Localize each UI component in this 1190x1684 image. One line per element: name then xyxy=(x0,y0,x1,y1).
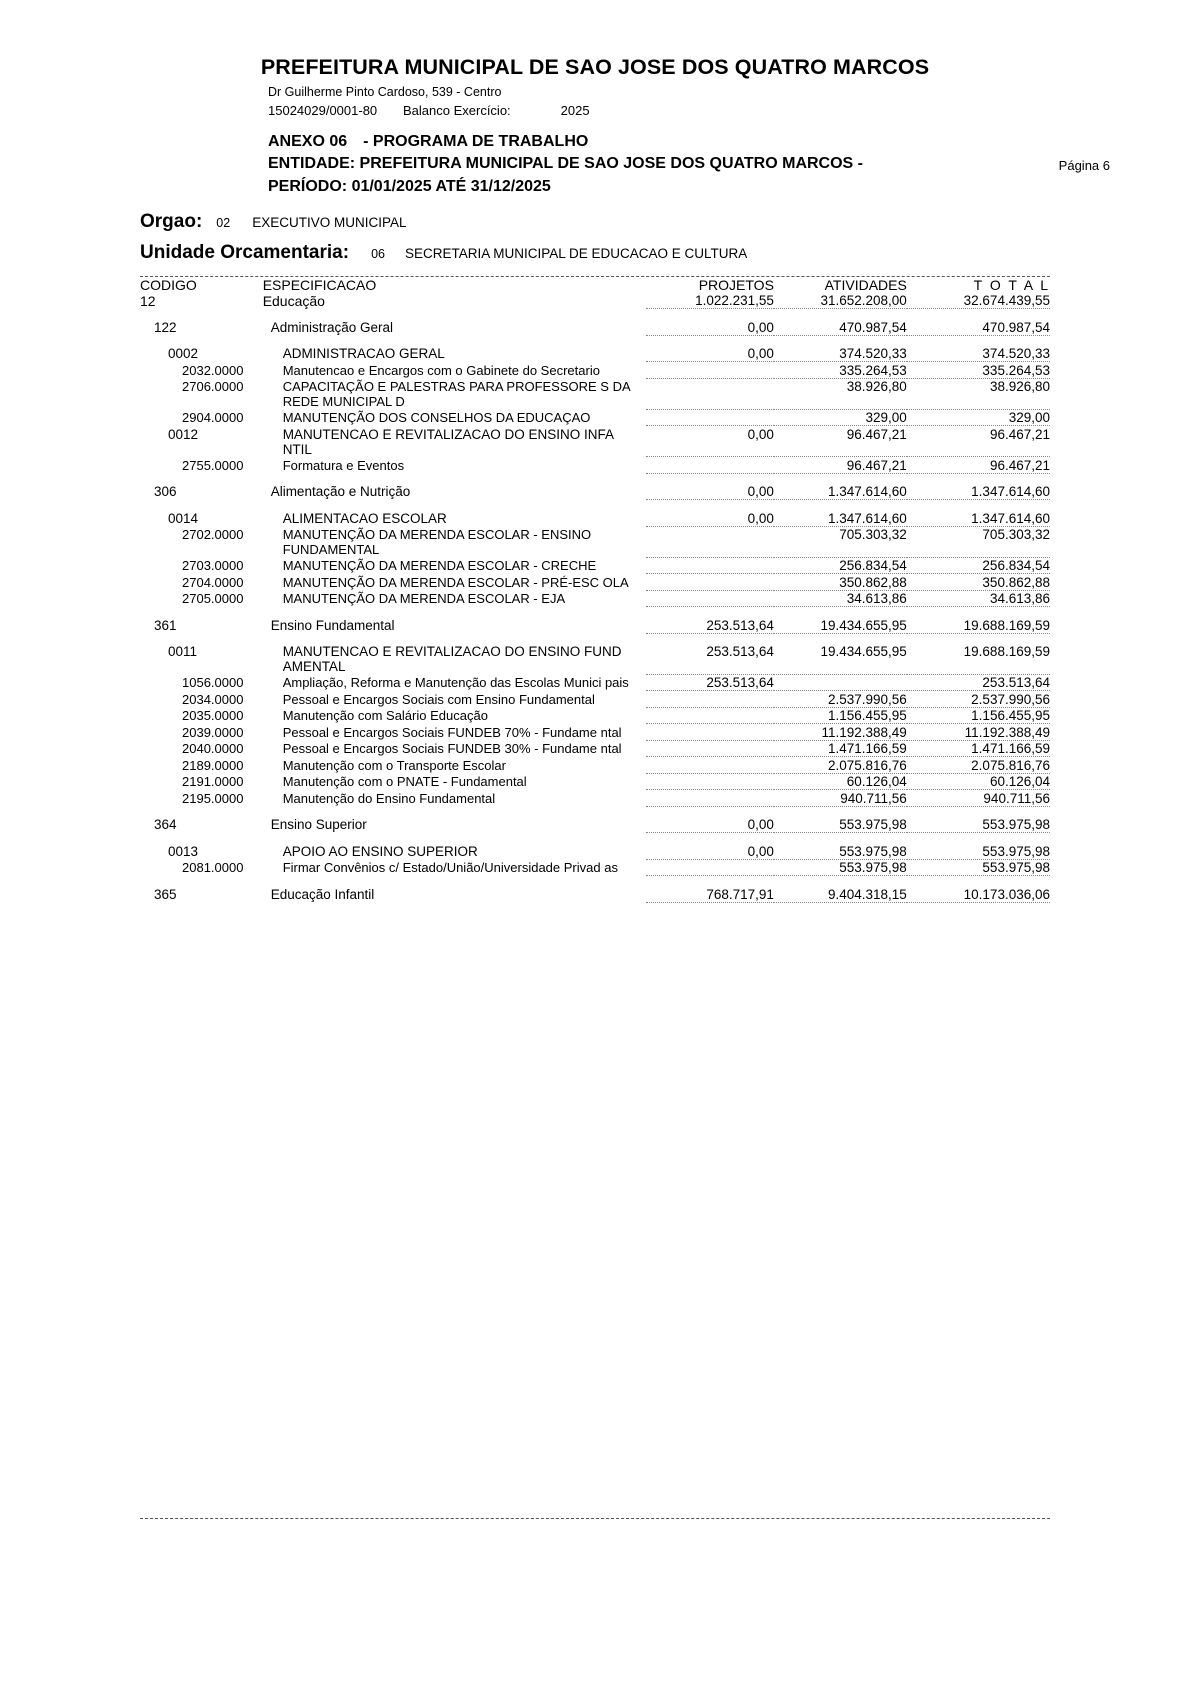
row-code: 2704.0000 xyxy=(182,574,244,590)
row-specification: Ensino Superior xyxy=(270,817,367,833)
row-code: 364 xyxy=(154,817,177,833)
anexo-title: - PROGRAMA DE TRABALHO xyxy=(363,132,589,150)
spacer-row xyxy=(140,336,1050,346)
row-atividades-value: 11.192.388,49 xyxy=(821,724,907,740)
organization-address: Dr Guilherme Pinto Cardoso, 539 - Centro xyxy=(268,85,502,99)
periodo-line: PERÍODO: 01/01/2025 ATÉ 31/12/2025 xyxy=(268,178,551,196)
row-code: 361 xyxy=(154,617,177,633)
row-separator xyxy=(140,902,1050,903)
spacer-row xyxy=(140,474,1050,484)
table-row xyxy=(140,844,1050,860)
row-code: 2195.0000 xyxy=(182,790,244,806)
spacer-row xyxy=(140,310,1050,320)
row-specification: Pessoal e Encargos Sociais com Ensino Fundamental xyxy=(282,691,595,707)
row-specification: Manutencao e Encargos com o Gabinete do Secretario xyxy=(282,362,600,378)
row-specification: MANUTENÇÃO DOS CONSELHOS DA EDUCAÇAO xyxy=(282,410,591,426)
row-projetos-value xyxy=(646,363,774,379)
row-projetos-value xyxy=(646,774,774,790)
row-projetos-value: 0,00 xyxy=(747,484,774,500)
row-atividades-value: 470.987,54 xyxy=(839,319,907,335)
row-total-value: 11.192.388,49 xyxy=(964,724,1050,740)
row-projetos-value: 253.513,64 xyxy=(706,675,774,691)
spacer-row xyxy=(140,807,1050,817)
row-specification: ALIMENTACAO ESCOLAR xyxy=(282,510,447,526)
row-atividades-value: 19.434.655,95 xyxy=(820,617,907,633)
table-row xyxy=(140,346,1050,362)
row-total-value: 350.862,88 xyxy=(982,574,1050,590)
row-specification: MANUTENÇÃO DA MERENDA ESCOLAR - ENSINO FUNDAMENTAL xyxy=(282,527,592,558)
row-total-value: 256.834,54 xyxy=(982,558,1050,574)
row-atividades-value: 38.926,80 xyxy=(846,379,907,395)
row-total-value: 553.975,98 xyxy=(982,860,1050,876)
row-projetos-value: 253.513,64 xyxy=(706,644,774,660)
row-specification: MANUTENÇÃO DA MERENDA ESCOLAR - PRÉ-ESC OLA xyxy=(282,574,629,590)
row-atividades-value: 374.520,33 xyxy=(839,346,907,362)
column-header-total: T O T A L xyxy=(973,276,1050,293)
row-code: 122 xyxy=(154,319,177,335)
table-row xyxy=(140,527,1050,557)
row-specification: Ampliação, Reforma e Manutenção das Escolas Munici pais xyxy=(282,675,629,691)
table-row xyxy=(140,887,1050,903)
row-specification: CAPACITAÇÃO E PALESTRAS PARA PROFESSORE S DA REDE MUNICIPAL D xyxy=(282,379,630,410)
row-atividades-value: 940.711,56 xyxy=(840,790,907,806)
row-code: 2040.0000 xyxy=(182,741,244,757)
row-projetos-value xyxy=(646,379,774,409)
table-row xyxy=(140,644,1050,674)
row-atividades-value: 9.404.318,15 xyxy=(827,886,907,902)
row-total-value: 19.688.169,59 xyxy=(963,617,1050,633)
row-projetos-value: 0,00 xyxy=(747,426,774,442)
row-projetos-value xyxy=(646,558,774,574)
orgao-label: Orgao: xyxy=(140,210,203,232)
row-code: 2904.0000 xyxy=(182,410,244,426)
unidade-description: SECRETARIA MUNICIPAL DE EDUCACAO E CULTURA xyxy=(404,245,748,261)
row-specification: Educação Infantil xyxy=(270,886,375,902)
table-row xyxy=(140,860,1050,876)
row-specification: ADMINISTRACAO GERAL xyxy=(282,346,445,362)
row-projetos-value: 0,00 xyxy=(747,319,774,335)
row-code: 2035.0000 xyxy=(182,708,244,724)
row-projetos-value xyxy=(646,458,774,474)
row-total-value: 2.075.816,76 xyxy=(971,757,1050,773)
row-projetos-value xyxy=(646,758,774,774)
spacer-row xyxy=(140,834,1050,844)
row-total-value: 96.467,21 xyxy=(989,426,1050,442)
row-atividades-value: 256.834,54 xyxy=(839,558,907,574)
row-atividades-value: 19.434.655,95 xyxy=(820,644,907,660)
row-code: 306 xyxy=(154,484,177,500)
table-row xyxy=(140,618,1050,634)
table-header-row xyxy=(140,277,1050,293)
footer-divider xyxy=(140,1518,1050,1519)
row-total-value: 60.126,04 xyxy=(989,774,1050,790)
row-total-value: 335.264,53 xyxy=(982,362,1050,378)
row-atividades-value: 1.471.166,59 xyxy=(827,741,907,757)
row-total-value: 374.520,33 xyxy=(982,346,1050,362)
document-header xyxy=(140,55,1110,199)
table-row xyxy=(140,725,1050,741)
row-atividades-value: 553.975,98 xyxy=(839,817,907,833)
row-projetos-value xyxy=(646,791,774,807)
spacer-row xyxy=(140,608,1050,618)
unidade-label: Unidade Orcamentaria: xyxy=(140,241,350,263)
row-code: 2032.0000 xyxy=(182,362,244,378)
table-row xyxy=(140,591,1050,607)
row-projetos-value xyxy=(646,692,774,708)
spacer-row xyxy=(140,877,1050,887)
row-code: 0002 xyxy=(168,346,199,362)
page-number-label: Página 6 xyxy=(1058,157,1110,173)
organization-title: PREFEITURA MUNICIPAL DE SAO JOSE DOS QUATRO MARCOS xyxy=(260,55,930,79)
anexo-line xyxy=(268,131,1050,154)
row-code: 2034.0000 xyxy=(182,691,244,707)
spacer-row xyxy=(140,634,1050,644)
row-specification: MANUTENÇÃO DA MERENDA ESCOLAR - EJA xyxy=(282,591,566,607)
row-projetos-value: 0,00 xyxy=(747,346,774,362)
row-projetos-value: 0,00 xyxy=(747,843,774,859)
row-total-value: 1.156.455,95 xyxy=(971,708,1050,724)
row-specification: Educação xyxy=(262,292,325,309)
row-specification: Manutenção do Ensino Fundamental xyxy=(282,790,496,806)
row-specification: Manutenção com o Transporte Escolar xyxy=(282,757,506,773)
row-atividades-value: 553.975,98 xyxy=(839,843,907,859)
table-row xyxy=(140,379,1050,409)
row-total-value: 96.467,21 xyxy=(989,457,1050,473)
row-specification: Manutenção com o PNATE - Fundamental xyxy=(282,774,527,790)
row-atividades-value: 553.975,98 xyxy=(839,860,907,876)
row-specification: Formatura e Eventos xyxy=(282,457,405,473)
row-total-value: 940.711,56 xyxy=(983,790,1050,806)
row-specification: Pessoal e Encargos Sociais FUNDEB 30% - Fundame ntal xyxy=(282,741,622,757)
row-code: 0011 xyxy=(168,644,198,660)
column-header-atividades: ATIVIDADES xyxy=(824,276,907,293)
row-projetos-value: 768.717,91 xyxy=(706,886,774,902)
row-atividades-value: 350.862,88 xyxy=(839,574,907,590)
orgao-description: EXECUTIVO MUNICIPAL xyxy=(252,214,407,230)
table-row xyxy=(140,791,1050,807)
row-total-value: 38.926,80 xyxy=(989,379,1050,395)
row-code: 12 xyxy=(140,292,156,309)
table-row xyxy=(140,675,1050,691)
column-header-projetos: PROJETOS xyxy=(698,276,774,293)
row-code: 2706.0000 xyxy=(182,379,244,395)
table-row xyxy=(140,758,1050,774)
row-atividades-value: 34.613,86 xyxy=(846,591,907,607)
cnpj-and-balance-row xyxy=(268,101,1050,121)
table-row xyxy=(140,741,1050,757)
table-row xyxy=(140,774,1050,790)
row-total-value: 553.975,98 xyxy=(982,817,1050,833)
row-code: 2703.0000 xyxy=(182,558,244,574)
row-total-value: 329,00 xyxy=(1008,410,1050,426)
row-code: 365 xyxy=(154,886,177,902)
row-projetos-value xyxy=(646,741,774,757)
row-projetos-value xyxy=(646,410,774,426)
row-atividades-value: 96.467,21 xyxy=(846,426,907,442)
program-of-work-table xyxy=(140,277,1050,904)
row-code: 0013 xyxy=(168,843,199,859)
row-code: 0014 xyxy=(168,510,199,526)
orgao-row xyxy=(140,211,1050,233)
row-total-value: 705.303,32 xyxy=(982,527,1050,543)
row-total-value: 1.471.166,59 xyxy=(971,741,1050,757)
table-body xyxy=(140,293,1050,904)
row-specification: Alimentação e Nutrição xyxy=(270,484,411,500)
table-row xyxy=(140,293,1050,309)
row-total-value: 1.347.614,60 xyxy=(971,510,1050,526)
row-atividades-value: 1.156.455,95 xyxy=(827,708,907,724)
anexo-block xyxy=(268,131,1110,199)
row-total-value: 2.537.990,56 xyxy=(971,691,1050,707)
row-atividades-value: 329,00 xyxy=(865,410,907,426)
balance-label: Balanco Exercício: xyxy=(403,103,511,119)
spacer-row xyxy=(140,501,1050,511)
table-row xyxy=(140,575,1050,591)
row-specification: Pessoal e Encargos Sociais FUNDEB 70% - Fundame ntal xyxy=(282,724,622,740)
entidade-line: ENTIDADE: PREFEITURA MUNICIPAL DE SAO JOSE DOS QUATRO MARCOS - xyxy=(268,155,863,173)
row-code: 2189.0000 xyxy=(182,757,244,773)
unidade-row xyxy=(140,242,1050,264)
cnpj-value: 15024029/0001-80 xyxy=(268,103,378,119)
row-code: 2191.0000 xyxy=(182,774,244,790)
row-total-value: 34.613,86 xyxy=(989,591,1050,607)
row-projetos-value xyxy=(646,708,774,724)
row-specification: Administração Geral xyxy=(270,319,393,335)
column-header-codigo: CODIGO xyxy=(140,276,197,293)
column-header-especificacao: ESPECIFICACAO xyxy=(262,276,377,293)
row-projetos-value: 1.022.231,55 xyxy=(695,292,774,308)
row-code: 2039.0000 xyxy=(182,724,244,740)
row-projetos-value xyxy=(646,725,774,741)
row-specification: Ensino Fundamental xyxy=(270,617,395,633)
row-specification: Manutenção com Salário Educação xyxy=(282,708,488,724)
table-row xyxy=(140,363,1050,379)
row-code: 2705.0000 xyxy=(182,591,244,607)
table-row xyxy=(140,410,1050,426)
table-row xyxy=(140,458,1050,474)
row-atividades-value: 31.652.208,00 xyxy=(820,292,907,308)
table-row xyxy=(140,817,1050,833)
row-total-value: 32.674.439,55 xyxy=(963,292,1050,308)
orgao-number: 02 xyxy=(216,215,231,230)
table-row xyxy=(140,558,1050,574)
row-specification: Firmar Convênios c/ Estado/União/Universidade Privad as xyxy=(282,860,618,876)
row-projetos-value: 0,00 xyxy=(747,817,774,833)
row-projetos-value: 0,00 xyxy=(747,510,774,526)
row-projetos-value xyxy=(646,527,774,557)
row-atividades-value: 2.537.990,56 xyxy=(827,691,907,707)
row-projetos-value: 253.513,64 xyxy=(706,617,774,633)
row-specification: MANUTENÇÃO DA MERENDA ESCOLAR - CRECHE xyxy=(282,558,597,574)
row-code: 2755.0000 xyxy=(182,457,244,473)
row-code: 0012 xyxy=(168,426,199,442)
table-row xyxy=(140,484,1050,500)
row-total-value: 470.987,54 xyxy=(982,319,1050,335)
row-atividades-value xyxy=(774,675,907,691)
table-row xyxy=(140,427,1050,457)
row-total-value: 19.688.169,59 xyxy=(963,644,1050,660)
row-specification: MANUTENCAO E REVITALIZACAO DO ENSINO INFA NTIL xyxy=(282,426,614,457)
balance-year: 2025 xyxy=(560,103,590,119)
unidade-number: 06 xyxy=(371,246,385,261)
row-total-value: 253.513,64 xyxy=(982,675,1050,691)
table-row xyxy=(140,511,1050,527)
row-atividades-value: 705.303,32 xyxy=(839,527,907,543)
row-code: 2081.0000 xyxy=(182,860,244,876)
row-specification: APOIO AO ENSINO SUPERIOR xyxy=(282,843,478,859)
row-atividades-value: 2.075.816,76 xyxy=(827,757,907,773)
row-total-value: 1.347.614,60 xyxy=(971,484,1050,500)
row-projetos-value xyxy=(646,575,774,591)
table-row xyxy=(140,692,1050,708)
row-projetos-value xyxy=(646,591,774,607)
row-atividades-value: 1.347.614,60 xyxy=(827,510,907,526)
row-specification: MANUTENCAO E REVITALIZACAO DO ENSINO FUND AMENTAL xyxy=(282,644,622,675)
row-projetos-value xyxy=(646,860,774,876)
row-total-value: 10.173.036,06 xyxy=(963,886,1050,902)
row-total-value: 553.975,98 xyxy=(982,843,1050,859)
anexo-code: ANEXO 06 xyxy=(268,132,348,150)
table-row xyxy=(140,708,1050,724)
row-code: 1056.0000 xyxy=(182,675,244,691)
table-row xyxy=(140,320,1050,336)
row-code: 2702.0000 xyxy=(182,527,244,543)
row-atividades-value: 96.467,21 xyxy=(846,457,907,473)
row-atividades-value: 1.347.614,60 xyxy=(827,484,907,500)
row-atividades-value: 335.264,53 xyxy=(839,362,907,378)
row-atividades-value: 60.126,04 xyxy=(846,774,907,790)
